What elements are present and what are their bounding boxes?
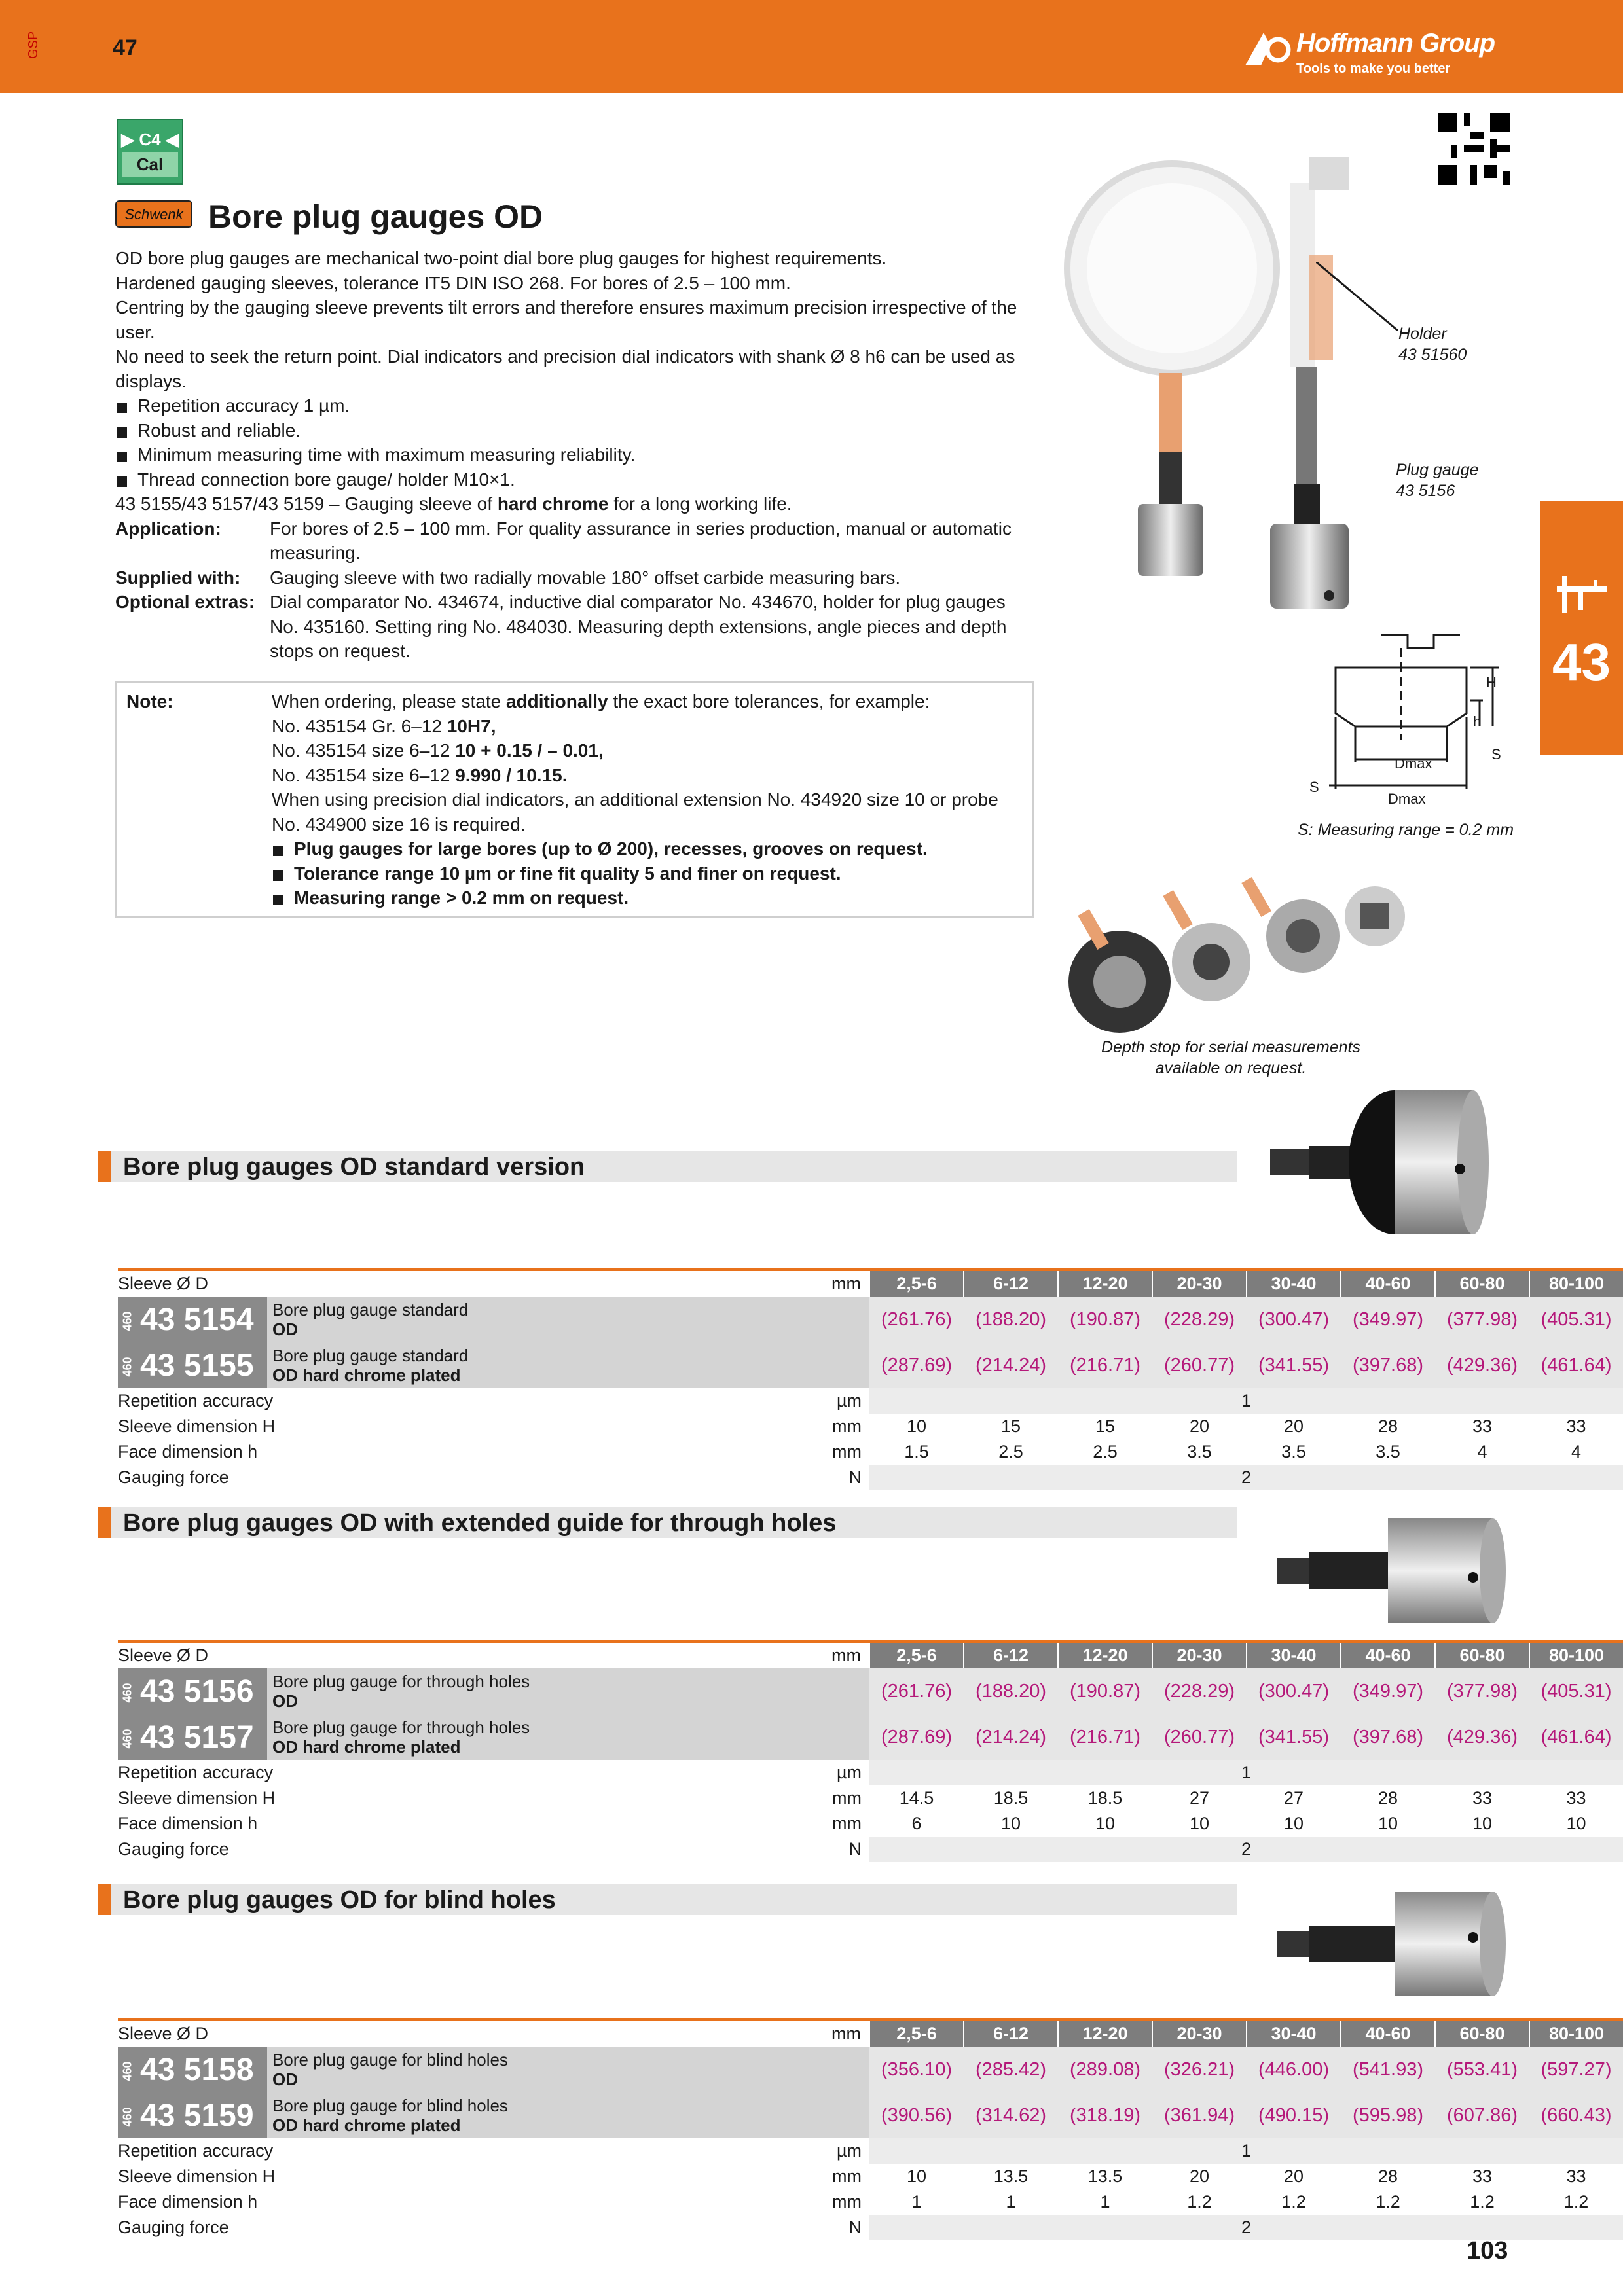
price: (188.20)	[964, 1668, 1058, 1714]
unit: mm	[832, 1416, 862, 1436]
product-photo	[1061, 157, 1414, 655]
table-row	[118, 1414, 1623, 1439]
value: 10	[906, 2166, 927, 2186]
value: 33	[1566, 1416, 1586, 1436]
value: 10	[1000, 1814, 1021, 1833]
value: 1.2	[1376, 2192, 1400, 2212]
range-header: 12-20	[1058, 2020, 1152, 2047]
article-description: Bore plug gauge for through holes OD	[267, 1668, 869, 1714]
price: (287.69)	[869, 1714, 964, 1760]
brand-name: Hoffmann Group	[1296, 29, 1495, 58]
price: (214.24)	[964, 1342, 1058, 1388]
table-row	[118, 1811, 1623, 1837]
force-value: 2	[869, 1465, 1623, 1490]
price: (318.19)	[1058, 2092, 1152, 2138]
repetition-value: 1	[869, 1760, 1623, 1785]
price: (326.21)	[1152, 2047, 1247, 2092]
price: (216.71)	[1058, 1342, 1152, 1388]
price: (188.20)	[964, 1297, 1058, 1342]
page-number-top: 47	[113, 35, 137, 60]
value: 6	[911, 1814, 922, 1833]
price: (341.55)	[1247, 1342, 1341, 1388]
value: 20	[1189, 1416, 1210, 1436]
feature-bullet: Robust and reliable.	[115, 418, 1032, 443]
value: 1.2	[1187, 2192, 1212, 2212]
dim-S: S	[1491, 746, 1501, 762]
blind-hole-gauge-photo	[1277, 1885, 1512, 2003]
unit: µm	[836, 2141, 862, 2161]
force-value: 2	[869, 2215, 1623, 2240]
table-row	[118, 2164, 1623, 2189]
unit: mm	[832, 1814, 862, 1833]
price: (595.98)	[1341, 2092, 1435, 2138]
value: 15	[1000, 1416, 1021, 1436]
range-header: 20-30	[1152, 1641, 1247, 1668]
note-box	[115, 681, 1034, 918]
sleeve-note: 43 5155/43 5157/43 5159 – Gauging sleeve of hard chrome for a long working life.	[115, 493, 792, 514]
article-description: Bore plug gauge for blind holes OD	[267, 2047, 869, 2092]
price: (300.47)	[1247, 1668, 1341, 1714]
unit: N	[848, 1467, 862, 1487]
unit: µm	[836, 1391, 862, 1410]
intro-line: Hardened gauging sleeves, tolerance IT5 DIN ISO 268. For bores of 2.5 – 100 mm.	[115, 272, 791, 293]
value: 28	[1377, 1416, 1398, 1436]
value: 15	[1095, 1416, 1116, 1436]
price: (228.29)	[1152, 1297, 1247, 1342]
value: 10	[1095, 1814, 1116, 1833]
brand-logo	[1244, 24, 1519, 82]
article-description: Bore plug gauge for blind holes OD hard chrome plated	[267, 2092, 869, 2138]
article-description: Bore plug gauge standard OD	[267, 1297, 869, 1342]
table-row[interactable]	[118, 2047, 1623, 2092]
table-row[interactable]	[118, 1297, 1623, 1342]
label-force: Gauging force	[118, 1467, 229, 1487]
label-sleeve-dim: Sleeve dimension H	[118, 1788, 276, 1808]
price: (429.36)	[1435, 1714, 1529, 1760]
logo-mark-icon	[1244, 30, 1291, 67]
value: 20	[1283, 2166, 1304, 2186]
feature-bullet: Thread connection bore gauge/ holder M10×1.	[115, 467, 1032, 492]
value: 1.5	[904, 1442, 929, 1462]
price: (214.24)	[964, 1714, 1058, 1760]
price: (314.62)	[964, 2092, 1058, 2138]
value: 10	[906, 1416, 927, 1436]
label-sleeve: Sleeve Ø D	[118, 2020, 710, 2047]
force-value: 2	[869, 1837, 1623, 1862]
range-header: 2,5-6	[869, 1270, 964, 1297]
unit: N	[848, 2217, 862, 2237]
range-header: 6-12	[964, 1270, 1058, 1297]
unit: mm	[710, 1270, 869, 1297]
price: (190.87)	[1058, 1668, 1152, 1714]
section-number: 43	[1552, 633, 1611, 691]
price: (607.86)	[1435, 2092, 1529, 2138]
table-row	[118, 1465, 1623, 1490]
range-header: 20-30	[1152, 1270, 1247, 1297]
note-text: When ordering, please state additionally the exact bore tolerances, for example: No. 435154 Gr. 6–12 10H7, No. 435154 size 6–12 10 + 0.15 / – 0.01, No. 435154 size 6–12 9.990 / 10.15. When using precision dial indicators, an additional extension No. 434920 size 10 or probe No. 434900 size 16 is required. Plug gauges for large bores (up to Ø 200), recesses, grooves on request. Tolerance range 10 µm or fine fit quality 5 and finer on request. Measuring range > 0.2 mm on request.	[272, 689, 1025, 910]
label-sleeve-dim: Sleeve dimension H	[118, 2166, 276, 2186]
range-header: 12-20	[1058, 1270, 1152, 1297]
value: 10	[1566, 1814, 1586, 1833]
section-header: Bore plug gauges OD with extended guide for through holes	[98, 1507, 1237, 1538]
price: (261.76)	[869, 1668, 964, 1714]
value: 1.2	[1563, 2192, 1589, 2212]
value: 18.5	[1087, 1788, 1123, 1808]
price: (341.55)	[1247, 1714, 1341, 1760]
label-force: Gauging force	[118, 2217, 229, 2237]
article-number[interactable]: 460 43 5159	[118, 2092, 267, 2138]
value: 3.5	[1187, 1442, 1212, 1462]
depth-stop-photo	[1048, 864, 1414, 1034]
unit: mm	[832, 1442, 862, 1462]
spec-optional: Optional extras: Dial comparator No. 434674, inductive dial comparator No. 434670, holder for plug gauges No. 435160. Setting ring No. 484030. Measuring depth extensions, angle pieces and depth stops on request.	[115, 592, 1007, 661]
schwenk-logo: Schwenk	[115, 200, 192, 228]
product-table-standard	[118, 1268, 1623, 1490]
price: (377.98)	[1435, 1297, 1529, 1342]
table-row[interactable]	[118, 1714, 1623, 1760]
holder-leader-line	[1316, 262, 1401, 334]
range-header: 2,5-6	[869, 1641, 964, 1668]
unit: µm	[836, 1763, 862, 1782]
price: (260.77)	[1152, 1342, 1247, 1388]
price: (260.77)	[1152, 1714, 1247, 1760]
depth-stop-caption: Depth stop for serial measurements available on request.	[1101, 1038, 1360, 1077]
price: (461.64)	[1529, 1342, 1623, 1388]
price: (390.56)	[869, 2092, 964, 2138]
price: (356.10)	[869, 2047, 964, 2092]
qr-code-icon[interactable]	[1438, 113, 1510, 185]
value: 4	[1571, 1442, 1582, 1462]
section-side-tab[interactable]	[1540, 501, 1623, 755]
value: 28	[1377, 2166, 1398, 2186]
price: (349.97)	[1341, 1668, 1435, 1714]
table-row[interactable]	[118, 1668, 1623, 1714]
repetition-value: 1	[869, 1388, 1623, 1414]
value: 1	[911, 2192, 922, 2212]
value: 4	[1477, 1442, 1487, 1462]
value: 10	[1283, 1814, 1304, 1833]
price: (289.08)	[1058, 2047, 1152, 2092]
article-description: Bore plug gauge for through holes OD hard chrome plated	[267, 1714, 869, 1760]
value: 33	[1472, 1788, 1493, 1808]
price: (461.64)	[1529, 1714, 1623, 1760]
range-header: 60-80	[1435, 1270, 1529, 1297]
price: (405.31)	[1529, 1668, 1623, 1714]
value: 3.5	[1376, 1442, 1400, 1462]
note-bullet: Measuring range > 0.2 mm on request.	[272, 886, 1025, 910]
range-header: 6-12	[964, 2020, 1058, 2047]
value: 33	[1472, 2166, 1493, 2186]
value: 1	[1100, 2192, 1110, 2212]
price: (553.41)	[1435, 2047, 1529, 2092]
label-repetition: Repetition accuracy	[118, 1763, 274, 1782]
note-bullet: Plug gauges for large bores (up to Ø 200), recesses, grooves on request.	[272, 836, 1025, 861]
standard-gauge-photo	[1270, 1084, 1519, 1241]
label-face-dim: Face dimension h	[118, 1814, 258, 1833]
price: (361.94)	[1152, 2092, 1247, 2138]
range-header: 80-100	[1529, 1270, 1623, 1297]
range-header: 80-100	[1529, 1641, 1623, 1668]
table-row	[118, 1388, 1623, 1414]
unit: N	[848, 1839, 862, 1859]
price: (285.42)	[964, 2047, 1058, 2092]
value: 2.5	[998, 1442, 1023, 1462]
article-number[interactable]: 460 43 5157	[118, 1714, 267, 1760]
label-face-dim: Face dimension h	[118, 1442, 258, 1462]
range-header: 20-30	[1152, 2020, 1247, 2047]
value: 10	[1377, 1814, 1398, 1833]
label-force: Gauging force	[118, 1839, 229, 1859]
plug-gauge-label: Plug gauge 43 5156	[1396, 461, 1479, 500]
price: (261.76)	[869, 1297, 964, 1342]
unit: mm	[832, 1788, 862, 1808]
table-row	[118, 2215, 1623, 2240]
range-header: 40-60	[1341, 1270, 1435, 1297]
label-face-dim: Face dimension h	[118, 2192, 258, 2212]
range-header: 30-40	[1247, 1641, 1341, 1668]
range-header: 60-80	[1435, 1641, 1529, 1668]
feature-bullet: Repetition accuracy 1 µm.	[115, 393, 1032, 418]
note-label: Note:	[126, 691, 173, 711]
range-header: 12-20	[1058, 1641, 1152, 1668]
value: 2.5	[1093, 1442, 1118, 1462]
article-number[interactable]: 460 43 5154	[118, 1297, 267, 1342]
price: (405.31)	[1529, 1297, 1623, 1342]
header-code: GSP	[26, 31, 41, 59]
price: (397.68)	[1341, 1342, 1435, 1388]
price: (541.93)	[1341, 2047, 1435, 2092]
label-sleeve-dim: Sleeve dimension H	[118, 1416, 276, 1436]
label-sleeve: Sleeve Ø D	[118, 1641, 710, 1668]
intro-line: No need to seek the return point. Dial indicators and precision dial indicators with shank Ø 8 h6 can be used as displays.	[115, 346, 1015, 391]
article-number[interactable]: 460 43 5158	[118, 2047, 267, 2092]
table-row	[118, 1439, 1623, 1465]
article-description: Bore plug gauge standard OD hard chrome plated	[267, 1342, 869, 1388]
value: 14.5	[899, 1788, 934, 1808]
intro-line: OD bore plug gauges are mechanical two-point dial bore plug gauges for highest requirements.	[115, 248, 887, 268]
value: 28	[1377, 1788, 1398, 1808]
price: (429.36)	[1435, 1342, 1529, 1388]
page-title: Bore plug gauges OD	[208, 198, 543, 235]
value: 18.5	[993, 1788, 1029, 1808]
dim-h: h	[1473, 713, 1482, 730]
price: (190.87)	[1058, 1297, 1152, 1342]
feature-bullet: Minimum measuring time with maximum measuring reliability.	[115, 442, 1032, 467]
value: 1.2	[1470, 2192, 1495, 2212]
calibration-badge	[117, 119, 183, 185]
spec-application: Application: For bores of 2.5 – 100 mm. For quality assurance in series production, manual or automatic measuring.	[115, 518, 1012, 563]
price: (300.47)	[1247, 1297, 1341, 1342]
unit: mm	[832, 2192, 862, 2212]
label-sleeve: Sleeve Ø D	[118, 1270, 710, 1297]
value: 13.5	[1087, 2166, 1123, 2186]
price: (446.00)	[1247, 2047, 1341, 2092]
value: 13.5	[993, 2166, 1029, 2186]
table-row	[118, 1760, 1623, 1785]
table-row	[118, 2138, 1623, 2164]
badge-code: ▶ C4 ◀	[121, 130, 179, 149]
dimension-diagram	[1303, 628, 1525, 812]
value: 33	[1566, 1788, 1586, 1808]
value: 3.5	[1281, 1442, 1306, 1462]
value: 27	[1283, 1788, 1304, 1808]
range-header: 40-60	[1341, 1641, 1435, 1668]
unit: mm	[832, 2166, 862, 2186]
value: 1	[1006, 2192, 1016, 2212]
price: (490.15)	[1247, 2092, 1341, 2138]
price: (377.98)	[1435, 1668, 1529, 1714]
table-row	[118, 1785, 1623, 1811]
label-repetition: Repetition accuracy	[118, 1391, 274, 1410]
note-bullet: Tolerance range 10 µm or fine fit quality 5 and finer on request.	[272, 861, 1025, 886]
value: 20	[1189, 2166, 1210, 2186]
holder-label: Holder 43 51560	[1398, 325, 1467, 364]
value: 10	[1472, 1814, 1493, 1833]
unit: mm	[710, 1641, 869, 1668]
unit: mm	[710, 2020, 869, 2047]
price: (597.27)	[1529, 2047, 1623, 2092]
dim-H: H	[1486, 674, 1497, 691]
repetition-value: 1	[869, 2138, 1623, 2164]
range-header: 80-100	[1529, 2020, 1623, 2047]
spec-supplied: Supplied with: Gauging sleeve with two radially movable 180° offset carbide measuring bars.	[115, 567, 901, 588]
product-table-through-holes	[118, 1640, 1623, 1862]
range-header: 30-40	[1247, 2020, 1341, 2047]
section-header: Bore plug gauges OD standard version	[98, 1151, 1237, 1182]
description-block	[115, 246, 1032, 664]
value: 27	[1189, 1788, 1210, 1808]
table-row	[118, 2189, 1623, 2215]
intro-line: Centring by the gauging sleeve prevents tilt errors and therefore ensures maximum precision irrespective of the user.	[115, 297, 1017, 342]
price: (660.43)	[1529, 2092, 1623, 2138]
value: 20	[1283, 1416, 1304, 1436]
range-header: 2,5-6	[869, 2020, 964, 2047]
article-number[interactable]: 460 43 5155	[118, 1342, 267, 1388]
range-header: 30-40	[1247, 1270, 1341, 1297]
value: 10	[1189, 1814, 1210, 1833]
dim-dmax: Dmax	[1395, 755, 1432, 772]
label-repetition: Repetition accuracy	[118, 2141, 274, 2161]
price: (216.71)	[1058, 1714, 1152, 1760]
range-header: 40-60	[1341, 2020, 1435, 2047]
brand-tagline: Tools to make you better	[1296, 62, 1451, 76]
caliper-icon	[1554, 573, 1609, 615]
page-number-bottom: 103	[1467, 2237, 1508, 2265]
table-row[interactable]	[118, 2092, 1623, 2138]
table-row	[118, 1837, 1623, 1862]
badge-cal: Cal	[122, 152, 178, 177]
price: (228.29)	[1152, 1668, 1247, 1714]
dim-dmax2: Dmax	[1388, 791, 1426, 807]
dim-S2: S	[1309, 779, 1319, 795]
price: (397.68)	[1341, 1714, 1435, 1760]
value: 33	[1566, 2166, 1586, 2186]
price: (287.69)	[869, 1342, 964, 1388]
section-header: Bore plug gauges OD for blind holes	[98, 1884, 1237, 1915]
range-header: 60-80	[1435, 2020, 1529, 2047]
product-table-blind-holes	[118, 2018, 1623, 2240]
diagram-caption: S: Measuring range = 0.2 mm	[1298, 821, 1514, 839]
range-header: 6-12	[964, 1641, 1058, 1668]
table-row[interactable]	[118, 1342, 1623, 1388]
price: (349.97)	[1341, 1297, 1435, 1342]
through-hole-gauge-photo	[1277, 1512, 1512, 1630]
article-number[interactable]: 460 43 5156	[118, 1668, 267, 1714]
value: 1.2	[1281, 2192, 1306, 2212]
value: 33	[1472, 1416, 1493, 1436]
